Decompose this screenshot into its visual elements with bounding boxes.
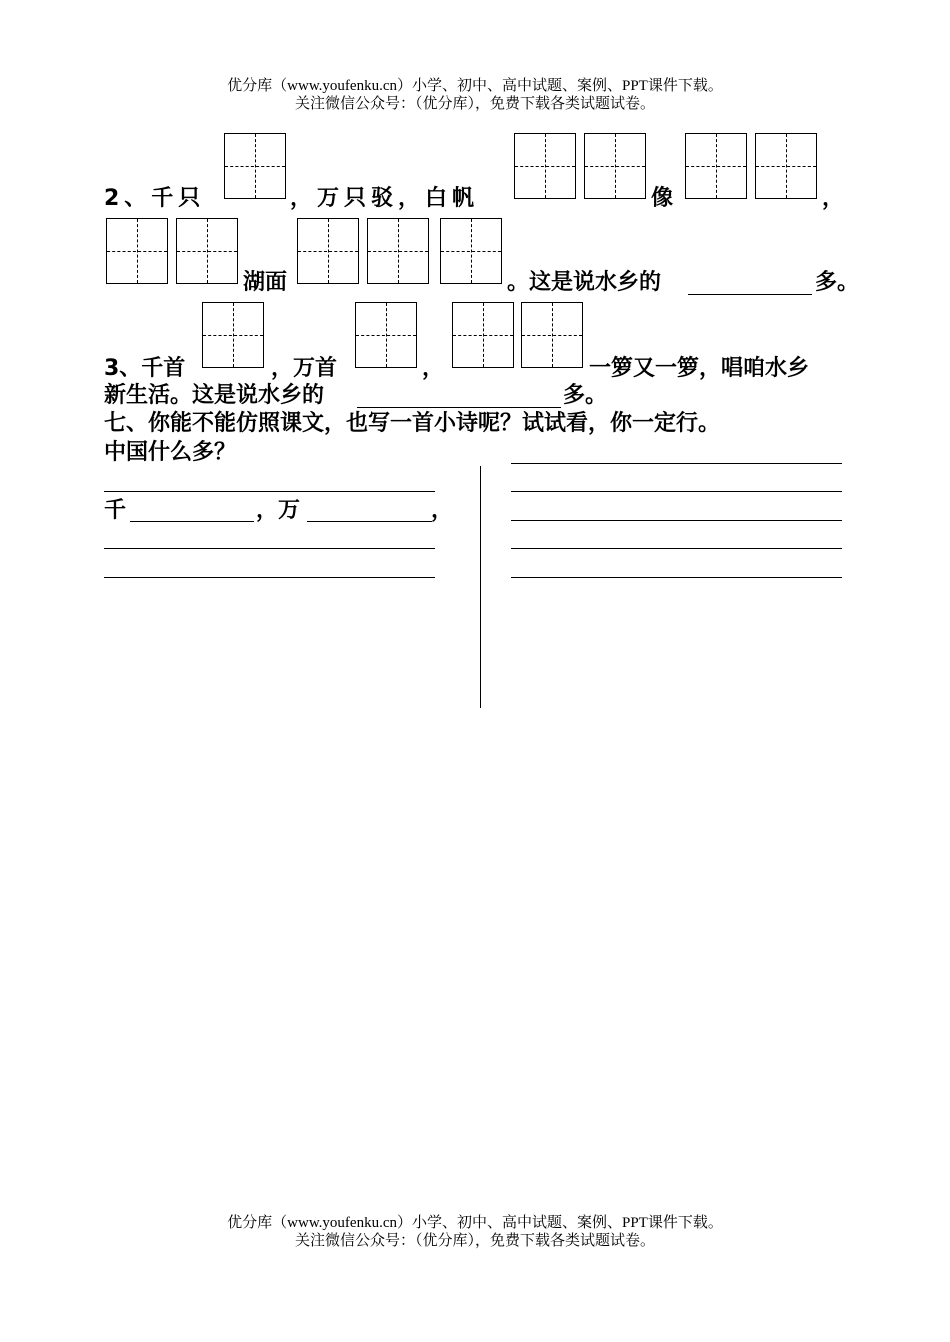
writing-line[interactable] [511, 577, 842, 578]
q3-after: 一箩又一箩，唱咱水乡 [589, 356, 810, 381]
answer-box[interactable] [202, 302, 264, 368]
column-divider [480, 466, 481, 708]
writing-line[interactable] [104, 491, 435, 492]
answer-box[interactable] [176, 218, 238, 284]
q7-comma2: ， [431, 498, 454, 523]
writing-line[interactable] [104, 577, 435, 578]
q7-question: 中国什么多？ [104, 440, 237, 465]
answer-box[interactable] [440, 218, 502, 284]
q2-mid: ，万只驳，白帆 [290, 186, 480, 211]
answer-box[interactable] [685, 133, 747, 199]
q2-tail: 。这是说水乡的 [507, 270, 662, 295]
answer-blank[interactable] [307, 521, 432, 522]
q2-prefix: 2、千只 [104, 186, 206, 211]
q2-duo: 多。 [815, 270, 860, 295]
q3-line2: 新生活。这是说水乡的 [104, 383, 325, 408]
footer-line-1: 优分库（www.youfenku.cn）小学、初中、高中试题、案例、PPT课件下载。 [227, 1215, 723, 1231]
answer-box[interactable] [367, 218, 429, 284]
answer-box[interactable] [521, 302, 583, 368]
q3-comma: ， [422, 356, 445, 381]
answer-box[interactable] [452, 302, 514, 368]
page-footer [0, 1214, 950, 1250]
answer-box[interactable] [755, 133, 817, 199]
writing-line[interactable] [511, 491, 842, 492]
answer-blank[interactable] [688, 294, 812, 295]
footer-line-2: 关注微信公众号：（优分库），免费下载各类试题试卷。 [294, 1233, 655, 1249]
q2-xiang: 像 [651, 186, 674, 211]
q2-humian: 湖面 [243, 270, 288, 295]
q7-title: 七、你能不能仿照课文，也写一首小诗呢？试试看，你一定行。 [104, 411, 721, 436]
answer-blank[interactable] [130, 521, 254, 522]
q3-prefix: 3、千首 [104, 356, 186, 381]
answer-box[interactable] [514, 133, 576, 199]
q3-duo: 多。 [563, 383, 608, 408]
answer-box[interactable] [355, 302, 417, 368]
answer-box[interactable] [106, 218, 168, 284]
header-line-1: 优分库（www.youfenku.cn）小学、初中、高中试题、案例、PPT课件下载。 [227, 78, 723, 94]
q3-mid: ，万首 [271, 356, 338, 381]
answer-box[interactable] [224, 133, 286, 199]
page-header [0, 77, 950, 113]
answer-box[interactable] [584, 133, 646, 199]
writing-line[interactable] [104, 548, 435, 549]
answer-box[interactable] [297, 218, 359, 284]
writing-line[interactable] [511, 548, 842, 549]
writing-line[interactable] [511, 520, 842, 521]
q2-comma: ， [822, 186, 845, 211]
writing-line[interactable] [511, 463, 842, 464]
answer-blank[interactable] [357, 407, 561, 408]
header-line-2: 关注微信公众号：（优分库），免费下载各类试题试卷。 [294, 96, 655, 112]
q7-comma1: ，万 [256, 498, 301, 523]
q7-qian: 千 [104, 498, 127, 523]
